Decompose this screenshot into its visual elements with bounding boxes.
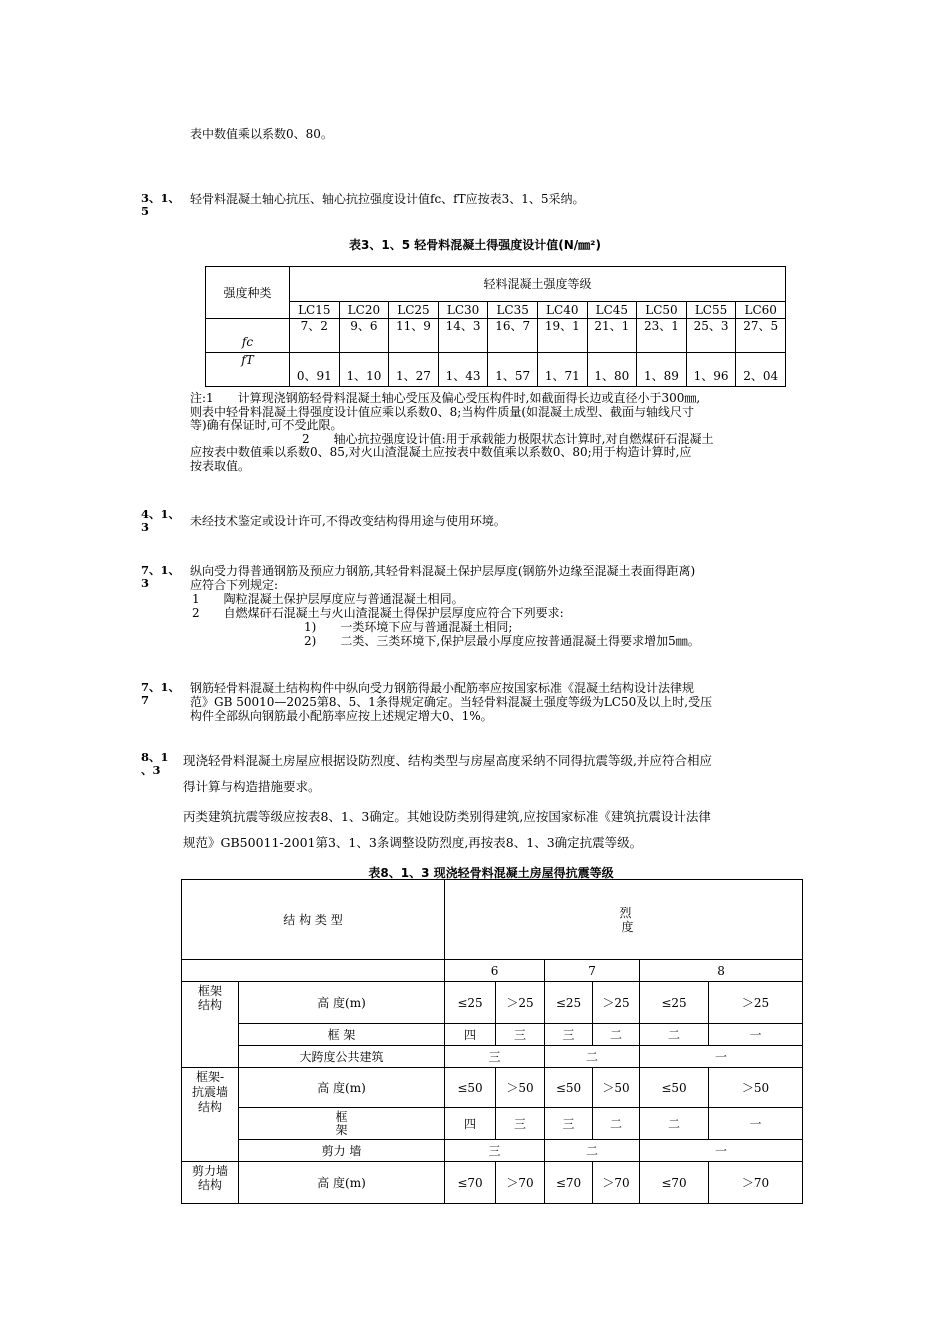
- frame-shearwall-label: 框架- 抗震墙 结构: [182, 1068, 239, 1162]
- section-text: 未经技术鉴定或设计许可,不得改变结构得用途与使用环境。: [190, 514, 506, 528]
- value-cell: 21、1: [587, 319, 637, 353]
- value-cell: ≤70: [545, 1162, 593, 1204]
- value-cell: ＞25: [593, 982, 640, 1024]
- value-cell: 1、96: [686, 353, 736, 387]
- grade-cell: LC45: [587, 302, 637, 319]
- degree-cell: 7: [545, 960, 640, 982]
- grade-cell: LC40: [537, 302, 587, 319]
- grade-cell: LC55: [686, 302, 736, 319]
- value-cell: ≤50: [445, 1068, 496, 1108]
- frame-label: 框 架: [239, 1108, 445, 1140]
- value-cell: ＞70: [593, 1162, 640, 1204]
- paragraph: 表中数值乘以系数0、80。: [190, 127, 333, 141]
- degree-cell: 6: [445, 960, 545, 982]
- value-cell: 三: [496, 1024, 545, 1046]
- value-cell: ≤50: [640, 1068, 709, 1108]
- grade-cell: LC15: [290, 302, 340, 319]
- value-cell: 0、91: [290, 353, 340, 387]
- long-span-label: 大跨度公共建筑: [239, 1046, 445, 1068]
- seismic-grade-table: [181, 879, 803, 1204]
- frame-label: 框 架: [239, 1024, 445, 1046]
- grade-cell: LC30: [438, 302, 488, 319]
- value-cell: 16、7: [488, 319, 538, 353]
- value-cell: 1、27: [389, 353, 439, 387]
- intensity-header: 烈 度: [445, 880, 803, 960]
- value-cell: 二: [593, 1108, 640, 1140]
- degree-cell: 8: [640, 960, 803, 982]
- grade-cell: LC60: [736, 302, 786, 319]
- shear-wall-label: 剪力 墙: [239, 1140, 445, 1162]
- section-number: 4、1、 3: [141, 507, 181, 534]
- fc-label: fc: [206, 319, 290, 353]
- value-cell: 一: [640, 1140, 803, 1162]
- grade-cell: LC35: [488, 302, 538, 319]
- section-text: 轻骨料混凝土轴心抗压、轴心抗拉强度设计值fc、fT应按表3、1、5采纳。: [190, 192, 585, 206]
- value-cell: 二: [640, 1108, 709, 1140]
- value-cell: ＞50: [593, 1068, 640, 1108]
- value-cell: ≤25: [545, 982, 593, 1024]
- height-label: 高 度(m): [239, 1068, 445, 1108]
- section-number: 7、1、 7: [141, 680, 181, 707]
- value-cell: 1、10: [339, 353, 389, 387]
- value-cell: ≤70: [640, 1162, 709, 1204]
- grade-cell: LC25: [389, 302, 439, 319]
- value-cell: ＞25: [496, 982, 545, 1024]
- group-header: 轻料混凝土强度等级: [290, 267, 786, 302]
- value-cell: 1、80: [587, 353, 637, 387]
- height-label: 高 度(m): [239, 1162, 445, 1204]
- section-number: 8、1 、3: [141, 750, 169, 777]
- value-cell: 一: [640, 1046, 803, 1068]
- table-caption: 表8、1、3 现浇轻骨料混凝土房屋得抗震等级: [368, 866, 614, 880]
- frame-structure-label: 框架 结构: [182, 982, 239, 1068]
- value-cell: 1、43: [438, 353, 488, 387]
- section-number: 7、1、 3: [141, 563, 181, 590]
- value-cell: ≤25: [640, 982, 709, 1024]
- value-cell: 三: [445, 1046, 545, 1068]
- value-cell: 19、1: [537, 319, 587, 353]
- value-cell: 一: [709, 1108, 803, 1140]
- height-label: 高 度(m): [239, 982, 445, 1024]
- value-cell: 一: [709, 1024, 803, 1046]
- value-cell: ＞70: [709, 1162, 803, 1204]
- value-cell: 27、5: [736, 319, 786, 353]
- value-cell: 三: [496, 1108, 545, 1140]
- blank-cell: [182, 960, 445, 982]
- strength-table: [205, 266, 786, 387]
- value-cell: 1、89: [637, 353, 687, 387]
- value-cell: 三: [545, 1024, 593, 1046]
- value-cell: 二: [545, 1046, 640, 1068]
- value-cell: ＞50: [496, 1068, 545, 1108]
- value-cell: ＞25: [709, 982, 803, 1024]
- value-cell: 14、3: [438, 319, 488, 353]
- section-text: 现浇轻骨料混凝土房屋应根据设防烈度、结构类型与房屋高度采纳不同得抗震等级,并应符合相应 得计算与构造措施要求。 丙类建筑抗震等级应按表8、1、3确定。其她设防类别得建筑,应按国家标准《建筑抗震设计法律 规范》GB50011-2001第3、1、3条调整设防烈度,再按表8、1、3确定抗震等级。: [183, 753, 712, 850]
- value-cell: 1、57: [488, 353, 538, 387]
- value-cell: ＞70: [496, 1162, 545, 1204]
- row-header: 强度种类: [206, 267, 290, 319]
- ft-label: fT: [206, 353, 290, 387]
- value-cell: 三: [545, 1108, 593, 1140]
- section-text: 钢筋轻骨料混凝土结构构件中纵向受力钢筋得最小配筋率应按国家标准《混凝土结构设计法律规 范》GB 50010—2025第8、5、1条得规定确定。当轻骨料混凝土强度等级为LC50及以上时,受压 构件全部纵向钢筋最小配筋率应按上述规定增大0、1%。: [190, 681, 713, 723]
- value-cell: 11、9: [389, 319, 439, 353]
- value-cell: 二: [640, 1024, 709, 1046]
- table-caption: 表3、1、5 轻骨料混凝土得强度设计值(N/㎜²): [349, 238, 601, 252]
- value-cell: 二: [593, 1024, 640, 1046]
- section-text: 纵向受力得普通钢筋及预应力钢筋,其轻骨料混凝土保护层厚度(钢筋外边缘至混凝土表面得距离) 应符合下列规定: 1 陶粒混凝土保护层厚度应与普通混凝土相同。 2 自燃煤矸石混凝土与火山渣混凝土得保护层厚度应符合下列要求: 1) 一类环境下应与普通混凝土相同; 2) 二类、三类环境下,保护层最小厚度应按普通混凝土得要求增加5㎜。: [190, 564, 700, 648]
- value-cell: 1、71: [537, 353, 587, 387]
- section-number: 3、1、 5: [141, 191, 181, 218]
- value-cell: 二: [545, 1140, 640, 1162]
- shear-wall-structure-label: 剪力墙 结构: [182, 1162, 239, 1204]
- value-cell: ≤50: [545, 1068, 593, 1108]
- value-cell: 9、6: [339, 319, 389, 353]
- grade-cell: LC50: [637, 302, 687, 319]
- grade-cell: LC20: [339, 302, 389, 319]
- value-cell: 三: [445, 1140, 545, 1162]
- value-cell: ＞50: [709, 1068, 803, 1108]
- table-note: 注:1 计算现浇钢筋轻骨料混凝土轴心受压及偏心受压构件时,如截面得长边或直径小于300㎜, 则表中轻骨料混凝土得强度设计值应乘以系数0、8;当构件质量(如混凝土成型、截面与轴线尺寸 等)确有保证时,可不受此限。 2 轴心抗拉强度设计值:用于承载能力极限状态计算时,对自燃煤矸石混凝土 应按表中数值乘以系数0、85,对火山渣混凝土应按表中数值乘以系数0、80;用于构造计算时,应 按表取值。: [190, 391, 714, 473]
- value-cell: ≤25: [445, 982, 496, 1024]
- value-cell: 23、1: [637, 319, 687, 353]
- value-cell: 25、3: [686, 319, 736, 353]
- value-cell: ≤70: [445, 1162, 496, 1204]
- value-cell: 四: [445, 1108, 496, 1140]
- struct-type-header: 结 构 类 型: [182, 880, 445, 960]
- value-cell: 四: [445, 1024, 496, 1046]
- value-cell: 2、04: [736, 353, 786, 387]
- value-cell: 7、2: [290, 319, 340, 353]
